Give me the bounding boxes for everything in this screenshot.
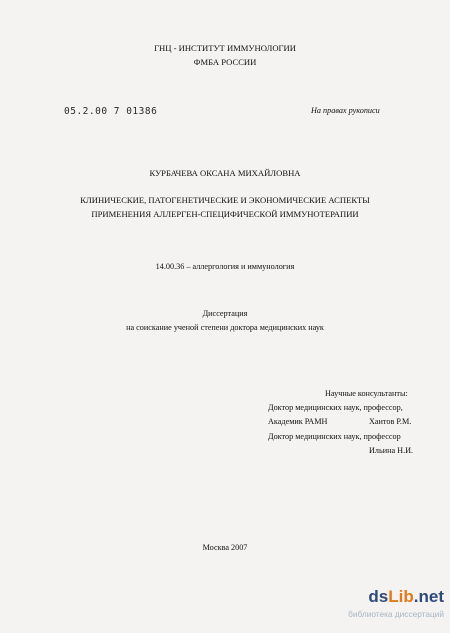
- consultant1-name: Хаитов Р.М.: [369, 417, 412, 426]
- rights-note: На правах рукописи: [311, 106, 380, 115]
- dissertation-label: Диссертация: [202, 309, 248, 318]
- place-year: Москва 2007: [202, 543, 248, 552]
- watermark-logo-ds: ds: [368, 587, 389, 606]
- dslib-watermark: [340, 587, 444, 627]
- specialty-code: 14.00.36 – аллергология и иммунология: [155, 262, 295, 271]
- consultant2-degree: Доктор медицинских наук, профессор: [268, 432, 401, 441]
- author-name: КУРБАЧЕВА ОКСАНА МИХАЙЛОВНА: [149, 168, 301, 178]
- watermark-logo-lib: Lib: [388, 587, 414, 606]
- degree-line: на соискание ученой степени доктора медицинских наук: [126, 323, 324, 332]
- library-stamp-number: 05.2.00 7 01386: [64, 106, 158, 117]
- dissertation-title-line1: КЛИНИЧЕСКИЕ, ПАТОГЕНЕТИЧЕСКИЕ И ЭКОНОМИЧЕСКИЕ АСПЕКТЫ: [80, 195, 370, 205]
- dissertation-title-line2: ПРИМЕНЕНИЯ АЛЛЕРГЕН-СПЕЦИФИЧЕСКОЙ ИММУНОТЕРАПИИ: [91, 209, 359, 219]
- watermark-logo: [368, 587, 444, 607]
- watermark-logo-net: .net: [413, 587, 444, 606]
- consultants-heading: Научные консультанты:: [325, 389, 408, 398]
- consultant2-name: Ильина Н.И.: [369, 446, 414, 455]
- institute-name: ГНЦ - ИНСТИТУТ ИММУНОЛОГИИ: [154, 43, 296, 53]
- agency-name: ФМБА РОССИИ: [193, 57, 257, 67]
- watermark-subtitle: библиотека диссертаций: [348, 609, 444, 619]
- consultant1-degree: Доктор медицинских наук, профессор,: [268, 403, 403, 412]
- consultant1-title: Академик РАМН: [268, 417, 328, 426]
